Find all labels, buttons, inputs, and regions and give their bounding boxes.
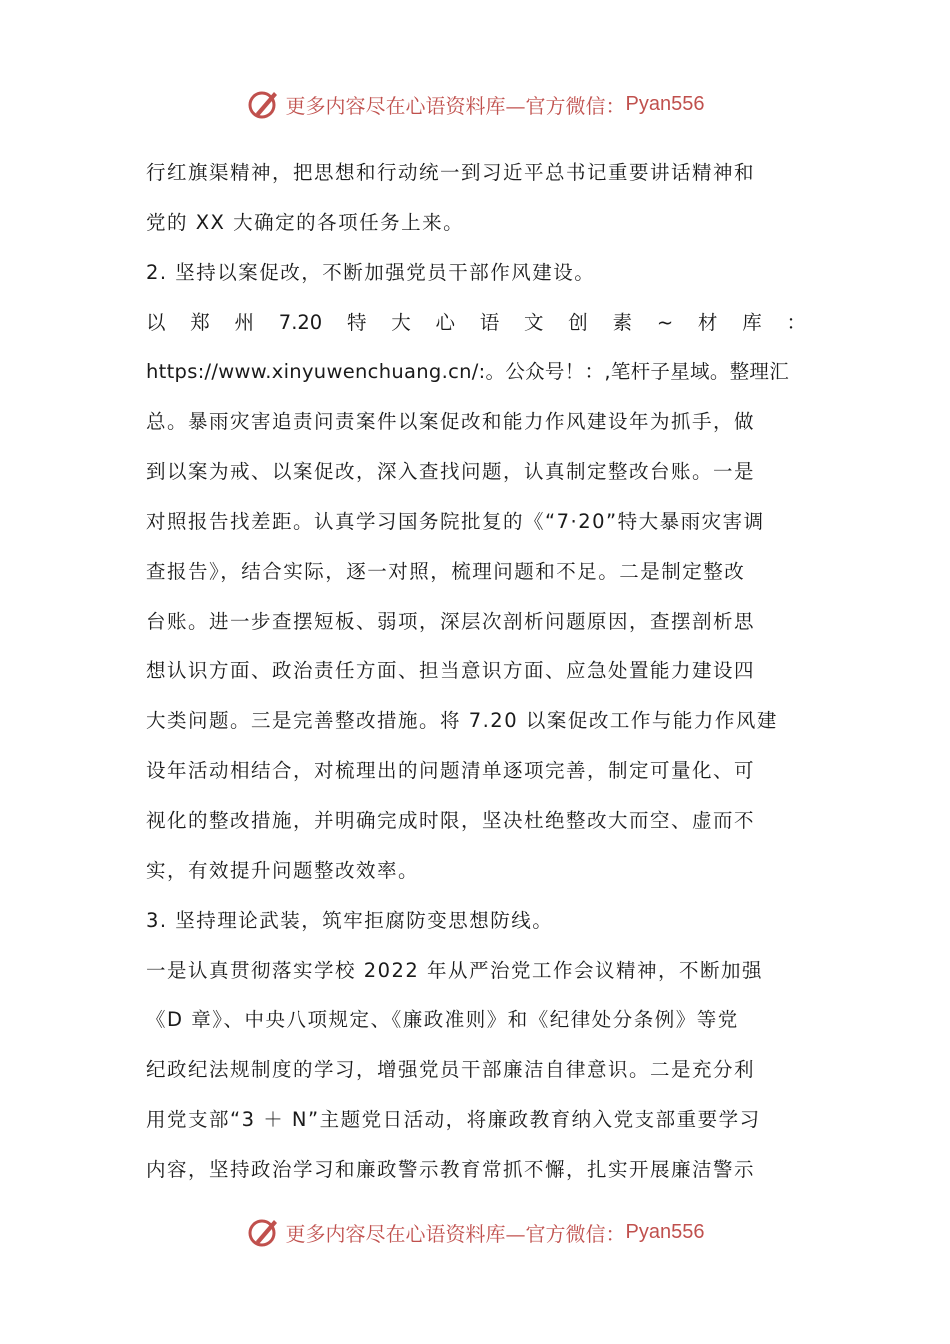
pen-logo-icon [246,86,282,122]
banner-text: 更多内容尽在心语资料库—官方微信： [285,1221,626,1246]
banner-wechat-id: Pyan556 [625,92,705,115]
text-line: 总。暴雨灾害追责问责案件以案促改和能力作风建设年为抓手，做 [146,410,756,434]
text-line: 想认识方面、政治责任方面、担当意识方面、应急处置能力建设四 [146,659,756,683]
text-line: 一是认真贯彻落实学校 2022 年从严治党工作会议精神，不断加强 [146,958,764,982]
text-line: 纪政纪法规制度的学习，增强党员干部廉洁自律意识。二是充分利 [146,1058,756,1082]
text-line: 到以案为戒、以案促改，深入查找问题，认真制定整改台账。一是 [146,460,756,484]
text-line: 党的 XX 大确定的各项任务上来。 [146,210,465,234]
text-line: 设年活动相结合，对梳理出的问题清单逐项完善，制定可量化、可 [146,759,756,783]
text-line: 实，有效提升问题整改效率。 [146,858,420,882]
text-line: 内容，坚持政治学习和廉政警示教育常抓不懈，扎实开展廉洁警示 [146,1157,756,1181]
text-line: 行红旗渠精神，把思想和行动统一到习近平总书记重要讲话精神和 [146,161,756,184]
text-line: 大类问题。三是完善整改措施。将 7.20 以案促改工作与能力作风建 [146,709,778,733]
text-line: 《D 章》、中央八项规定、《廉政准则》和《纪律处分条例》等党 [146,1008,739,1032]
text-line: 以 郑 州 7.20 特 大 心 语 文 创 素 ~ 材 库 ： [146,310,806,334]
text-line: 用党支部“3 ＋ N”主题党日活动，将廉政教育纳入党支部重要学习 [146,1108,761,1132]
section-heading: 3. 坚持理论武装，筑牢拒腐防变思想防线。 [146,908,554,932]
header-banner [0,84,950,124]
text-line: 视化的整改措施，并明确完成时限，坚决杜绝整改大而空、虚而不 [146,808,756,832]
banner-text: 更多内容尽在心语资料库—官方微信： [285,93,626,118]
section-heading: 2. 坚持以案促改，不断加强党员干部作风建设。 [146,260,596,284]
text-line: 对照报告找差距。认真学习国务院批复的《“7·20”特大暴雨灾害调 [146,509,765,533]
text-line: https://www.xinyuwenchuang.cn/:。公众号！：,笔杆子星域。整理汇 [146,360,790,384]
banner-wechat-id: Pyan556 [625,1220,705,1243]
pen-logo-icon [246,1214,282,1250]
footer-banner [0,1212,950,1252]
document-body [146,148,806,1195]
text-line: 查报告》，结合实际，逐一对照，梳理问题和不足。二是制定整改 [146,559,746,583]
text-line: 台账。进一步查摆短板、弱项，深层次剖析问题原因，查摆剖析思 [146,609,756,633]
